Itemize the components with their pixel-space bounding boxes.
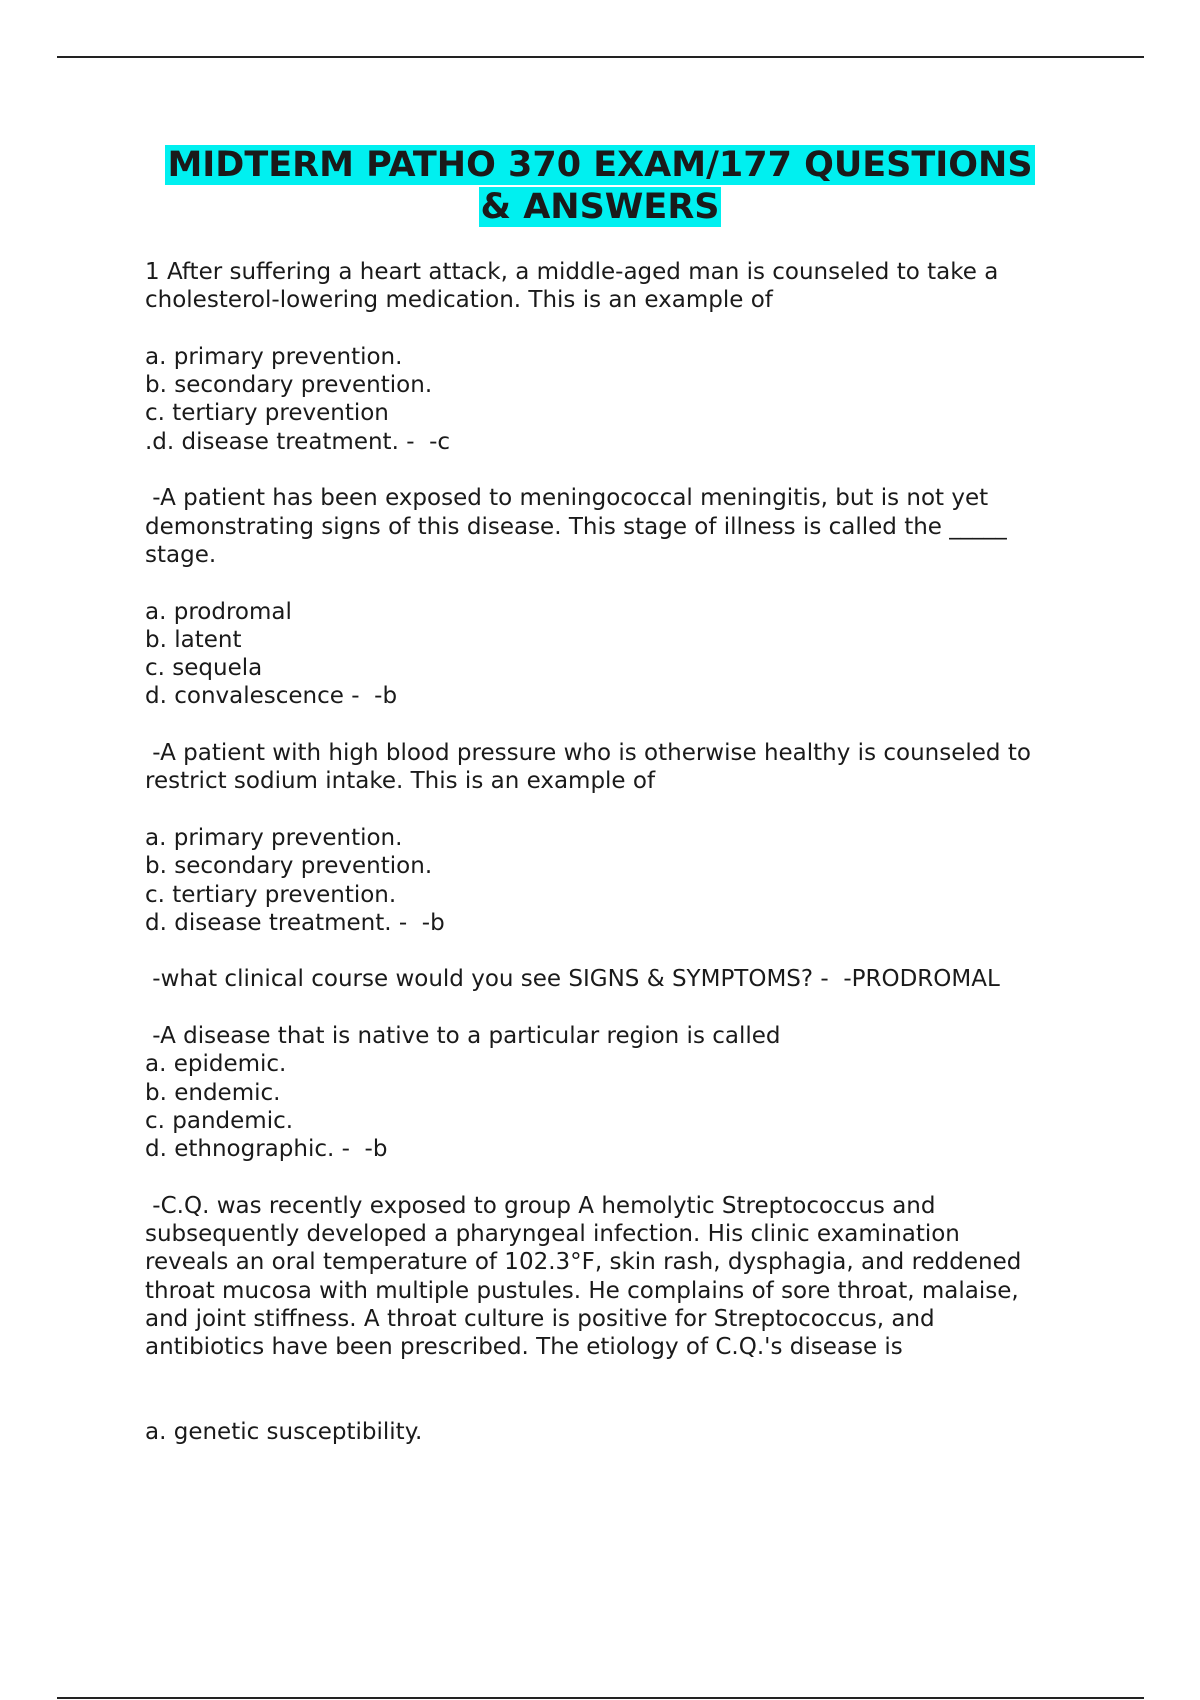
answer-option: .d. disease treatment. - -c bbox=[145, 428, 451, 455]
text-line: -A patient has been exposed to meningococcal meningitis, but is not yet bbox=[145, 485, 989, 512]
text-line: 1 After suffering a heart attack, a middle-aged man is counseled to take a bbox=[145, 259, 999, 285]
answer-option: c. sequela bbox=[145, 655, 263, 682]
question-1-options bbox=[145, 343, 1085, 456]
answer-option: b. latent bbox=[145, 626, 242, 653]
text-line: demonstrating signs of this disease. This stage of illness is called the _____ bbox=[145, 513, 1007, 540]
question-5 bbox=[145, 1022, 1085, 1163]
text-line: -what clinical course would you see SIGNS & SYMPTOMS? - -PRODROMAL bbox=[145, 966, 1000, 993]
question-3-options bbox=[145, 824, 1085, 937]
text-line: subsequently developed a pharyngeal infection. His clinic examination bbox=[145, 1221, 960, 1248]
title-line-2: & ANSWERS bbox=[480, 187, 720, 227]
title-line-1: MIDTERM PATHO 370 EXAM/177 QUESTIONS bbox=[167, 145, 1033, 185]
answer-option: d. ethnographic. - -b bbox=[145, 1136, 388, 1163]
answer-option: b. secondary prevention. bbox=[145, 372, 433, 399]
question-2-options bbox=[145, 598, 1085, 711]
answer-option: b. endemic. bbox=[145, 1079, 281, 1106]
answer-option: c. pandemic. bbox=[145, 1107, 294, 1134]
text-line: throat mucosa with multiple pustules. He complains of sore throat, malaise, bbox=[145, 1277, 1019, 1304]
text-line: and joint stiffness. A throat culture is positive for Streptococcus, and bbox=[145, 1305, 935, 1332]
answer-option: a. genetic susceptibility. bbox=[145, 1419, 423, 1446]
answer-option: c. tertiary prevention. bbox=[145, 881, 397, 908]
question-2-stem bbox=[145, 484, 1085, 569]
top-rule bbox=[57, 56, 1144, 58]
text-line: reveals an oral temperature of 102.3°F, skin rash, dysphagia, and reddened bbox=[145, 1249, 1022, 1276]
text-line: -C.Q. was recently exposed to group A hemolytic Streptococcus and bbox=[145, 1192, 936, 1219]
text-line: -A patient with high blood pressure who is otherwise healthy is counseled to bbox=[145, 740, 1031, 767]
answer-option: d. convalescence - -b bbox=[145, 683, 398, 710]
question-1-stem bbox=[145, 258, 1085, 315]
question-3-stem bbox=[145, 739, 1085, 796]
bottom-rule bbox=[57, 1697, 1144, 1699]
page-title bbox=[120, 144, 1080, 228]
text-line: cholesterol-lowering medication. This is an example of bbox=[145, 287, 773, 314]
answer-option: b. secondary prevention. bbox=[145, 853, 433, 880]
text-line: stage. bbox=[145, 541, 217, 568]
answer-option: a. primary prevention. bbox=[145, 343, 403, 370]
answer-option: a. prodromal bbox=[145, 598, 292, 625]
question-4 bbox=[145, 965, 1085, 993]
question-6-stem bbox=[145, 1192, 1085, 1362]
answer-option: d. disease treatment. - -b bbox=[145, 909, 445, 936]
answer-option: a. epidemic. bbox=[145, 1051, 287, 1078]
text-line: restrict sodium intake. This is an example of bbox=[145, 768, 656, 795]
text-line: -A disease that is native to a particular region is called bbox=[145, 1023, 781, 1050]
question-6-options bbox=[145, 1418, 1085, 1446]
answer-option: a. primary prevention. bbox=[145, 824, 403, 851]
exam-content bbox=[145, 258, 1085, 1475]
text-line: antibiotics have been prescribed. The etiology of C.Q.'s disease is bbox=[145, 1334, 903, 1361]
answer-option: c. tertiary prevention bbox=[145, 400, 389, 427]
